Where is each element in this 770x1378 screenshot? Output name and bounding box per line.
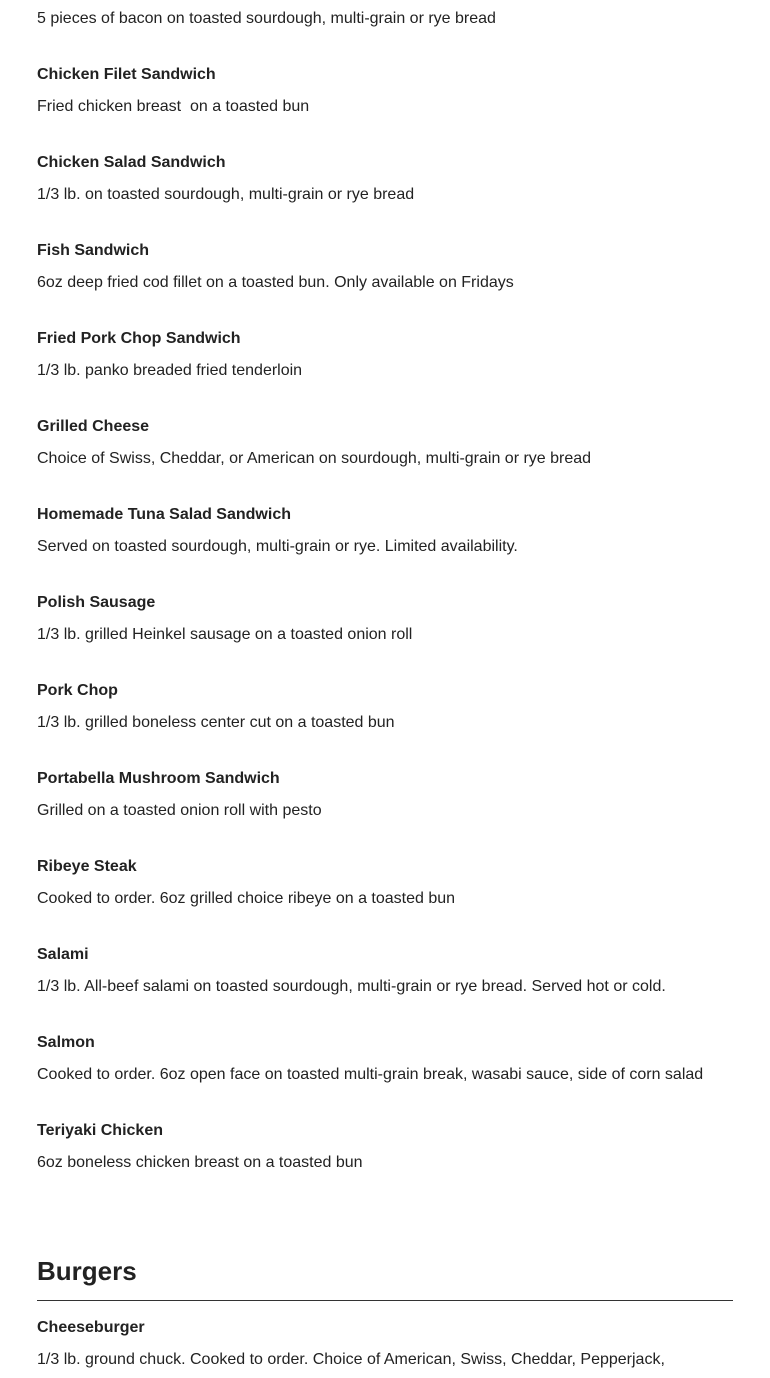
menu-item-name: Cheeseburger (37, 1319, 145, 1336)
menu-item-name: Chicken Salad Sandwich (37, 154, 226, 171)
menu-item-name: Chicken Filet Sandwich (37, 66, 216, 83)
menu-item-description: Fried chicken breast on a toasted bun (37, 98, 310, 115)
menu-item (37, 241, 733, 329)
menu-item-name: Grilled Cheese (37, 418, 150, 435)
menu-item (37, 417, 733, 505)
menu-item-name: Fish Sandwich (37, 242, 150, 259)
menu-item (37, 593, 733, 681)
menu-item-description: Cooked to order. 6oz open face on toasted multi-grain break, wasabi sauce, side of corn salad (37, 1066, 704, 1083)
menu-item-description: Grilled on a toasted onion roll with pesto (37, 802, 322, 819)
menu-item-description: 5 pieces of bacon on toasted sourdough, multi-grain or rye bread (37, 10, 496, 27)
menu-item (37, 1318, 733, 1368)
menu-item (37, 505, 733, 593)
menu-item-name: Salmon (37, 1034, 95, 1051)
menu-item-name: Portabella Mushroom Sandwich (37, 770, 280, 787)
menu-item-description: 1/3 lb. grilled Heinkel sausage on a toasted onion roll (37, 626, 413, 643)
menu-item-description: Cooked to order. 6oz grilled choice ribeye on a toasted bun (37, 890, 456, 907)
menu-item (37, 857, 733, 945)
menu-item-description: Choice of Swiss, Cheddar, or American on sourdough, multi-grain or rye bread (37, 450, 592, 467)
menu-item-description: 6oz boneless chicken breast on a toasted bun (37, 1154, 363, 1171)
menu-item-name: Pork Chop (37, 682, 118, 699)
menu-item (37, 65, 733, 153)
menu-item-description: Served on toasted sourdough, multi-grain or rye. Limited availability. (37, 538, 518, 555)
menu-item-name: Salami (37, 946, 89, 963)
menu-item-description: 1/3 lb. ground chuck. Cooked to order. Choice of American, Swiss, Cheddar, Pepperjack, (37, 1351, 665, 1368)
sandwich-list (37, 65, 733, 1209)
menu-item-description: 1/3 lb. grilled boneless center cut on a toasted bun (37, 714, 395, 731)
menu-item-description: 6oz deep fried cod fillet on a toasted bun. Only available on Fridays (37, 274, 514, 291)
menu-item-description: 1/3 lb. on toasted sourdough, multi-grain or rye bread (37, 186, 415, 203)
menu-item-description: 1/3 lb. panko breaded fried tenderloin (37, 362, 303, 379)
menu-item (37, 769, 733, 857)
menu-item-name: Ribeye Steak (37, 858, 137, 875)
menu-item-name: Polish Sausage (37, 594, 156, 611)
menu-item-name: Teriyaki Chicken (37, 1122, 163, 1139)
section-title-burgers: Burgers (37, 1256, 137, 1286)
menu-item-name: Fried Pork Chop Sandwich (37, 330, 241, 347)
menu-item (37, 153, 733, 241)
menu-item-name: Homemade Tuna Salad Sandwich (37, 506, 291, 523)
menu-item (37, 945, 733, 1033)
menu-item (37, 329, 733, 417)
section-divider (37, 1300, 733, 1301)
menu-item (37, 1033, 733, 1121)
menu-item (37, 681, 733, 769)
menu-item-description: 1/3 lb. All-beef salami on toasted sourdough, multi-grain or rye bread. Served hot or cold. (37, 978, 666, 995)
menu-item (37, 1121, 733, 1209)
